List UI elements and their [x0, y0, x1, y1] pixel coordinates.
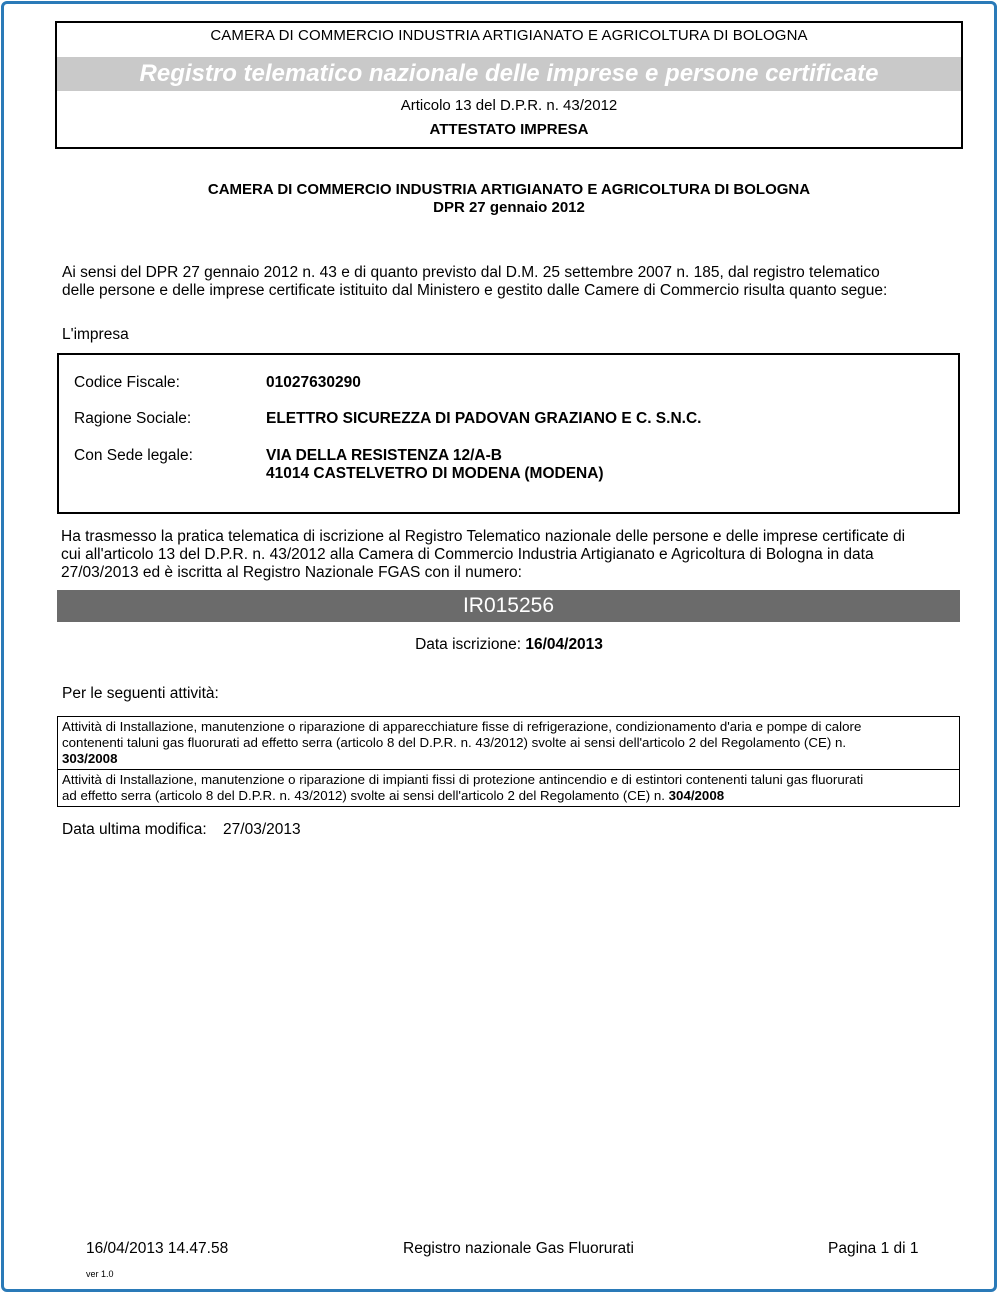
registration-date-value: 16/04/2013: [525, 636, 603, 653]
subtitle-decree: DPR 27 gennaio 2012: [433, 199, 585, 216]
footer-page-number: Pagina 1 di 1: [828, 1240, 919, 1257]
registration-date-label: Data iscrizione:: [415, 636, 522, 653]
company-name-value: ELETTRO SICUREZZA DI PADOVAN GRAZIANO E C. S.N.C.: [266, 410, 702, 427]
intro-line: Ai sensi del DPR 27 gennaio 2012 n. 43 e di quanto previsto dal D.M. 25 settembre 2007 n. 185, dal registro telematico: [62, 264, 880, 281]
activity-text: Attività di Installazione, manutenzione o riparazione di apparecchiature fisse di refrigerazione, condizionamento d'aria e pompe di calore: [62, 719, 862, 734]
subtitle-chamber: CAMERA DI COMMERCIO INDUSTRIA ARTIGIANATO E AGRICOLTURA DI BOLOGNA: [207, 181, 811, 198]
footer-version: ver 1.0: [86, 1269, 114, 1279]
header-chamber-name: CAMERA DI COMMERCIO INDUSTRIA ARTIGIANATO E AGRICOLTURA DI BOLOGNA: [210, 27, 808, 44]
transmission-line: cui all'articolo 13 del D.P.R. n. 43/2012 alla Camera di Commercio Industria Artigianato e Agricoltura di Bologna in data: [61, 546, 874, 563]
activities-label: Per le seguenti attività:: [62, 685, 219, 702]
activity-text: contenenti taluni gas fluorurati ad effetto serra (articolo 8 del D.P.R. n. 43/2012) svolte ai sensi dell'articolo 2 del Regolamento (CE) n.: [62, 735, 847, 750]
transmission-line: 27/03/2013 ed è iscritta al Registro Nazionale FGAS con il numero:: [61, 564, 522, 581]
footer-timestamp: 16/04/2013 14.47.58: [86, 1240, 229, 1257]
company-name-label: Ragione Sociale:: [74, 410, 192, 427]
intro-paragraph: [62, 264, 952, 300]
activity-item: [58, 717, 959, 769]
document-header: [55, 21, 963, 149]
registration-number: IR015256: [57, 590, 960, 622]
activity-text: ad effetto serra (articolo 8 del D.P.R. n. 43/2012) svolte ai sensi dell'articolo 2 del Regolamento (CE) n.: [62, 788, 665, 803]
last-modified-value: 27/03/2013: [223, 821, 301, 838]
registry-banner: Registro telematico nazionale delle imprese e persone certificate: [57, 57, 961, 91]
issuer-subtitle: [4, 181, 1000, 217]
company-details-box: [57, 353, 960, 514]
legal-address-label: Con Sede legale:: [74, 447, 193, 464]
address-city: 41014 CASTELVETRO DI MODENA (MODENA): [266, 465, 604, 482]
footer-registry-name: Registro nazionale Gas Fluorurati: [403, 1240, 634, 1257]
transmission-line: Ha trasmesso la pratica telematica di iscrizione al Registro Telematico nazionale delle persone e delle imprese certificate di: [61, 528, 906, 545]
header-article-reference: Articolo 13 del D.P.R. n. 43/2012: [400, 97, 618, 114]
document-type-title: ATTESTATO IMPRESA: [429, 121, 589, 138]
last-modified: [62, 821, 301, 839]
activity-regulation: 303/2008: [62, 751, 118, 766]
activities-table: [57, 716, 960, 807]
activity-text: Attività di Installazione, manutenzione o riparazione di impianti fissi di protezione antincendio e di estintori contenenti taluni gas fluorurati: [62, 772, 864, 787]
transmission-paragraph: [61, 528, 956, 582]
intro-line: delle persone e delle imprese certificate istituito dal Ministero e gestito dalle Camere di Commercio risulta quanto segue:: [62, 282, 888, 299]
address-street: VIA DELLA RESISTENZA 12/A-B: [266, 447, 502, 464]
page-frame: [1, 1, 997, 1292]
tax-code-label: Codice Fiscale:: [74, 374, 180, 391]
activity-item: [58, 769, 959, 806]
last-modified-label: Data ultima modifica:: [62, 821, 207, 838]
company-section-label: L'impresa: [62, 326, 129, 343]
activity-text-with-regulation: [62, 788, 955, 804]
tax-code-value: 01027630290: [266, 374, 361, 391]
activity-regulation: 304/2008: [668, 788, 725, 803]
legal-address-value: [266, 447, 604, 483]
registration-date: [4, 636, 1000, 654]
